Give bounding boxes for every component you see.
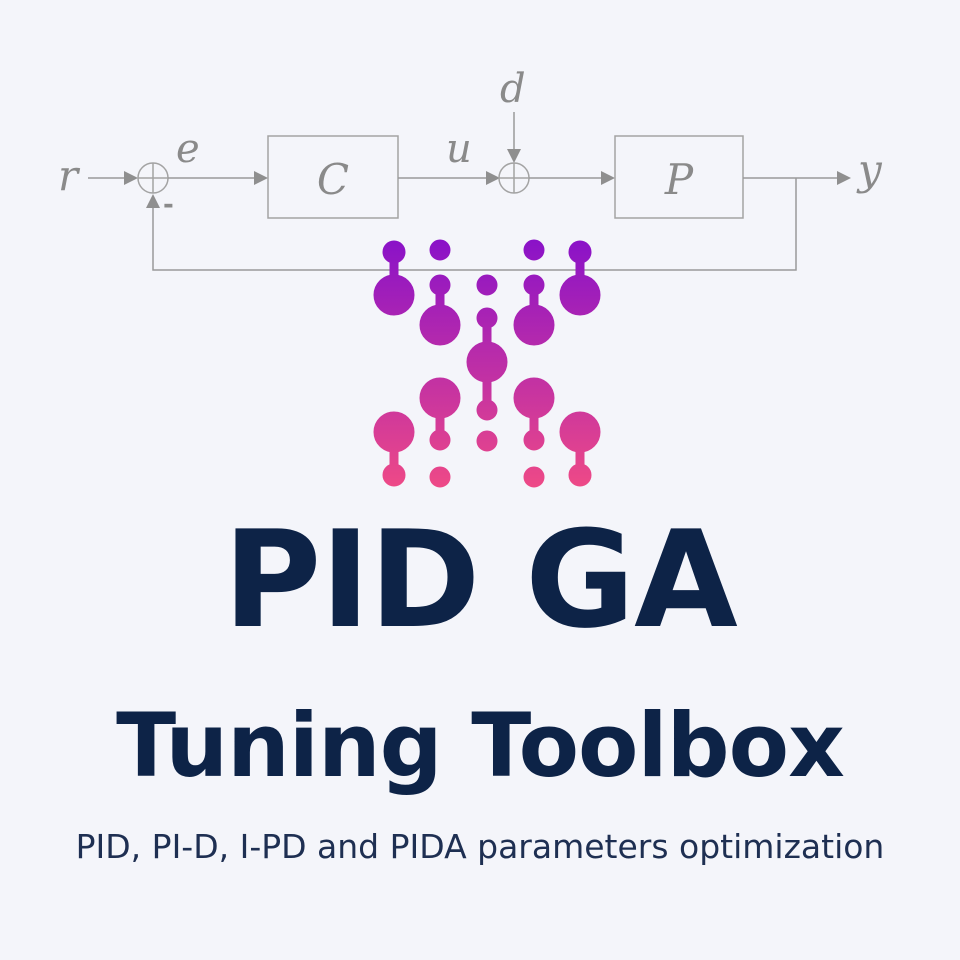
- signal-r-label: r: [58, 151, 79, 200]
- signal-y-label: y: [858, 145, 882, 194]
- arrow-disturbance: [507, 149, 521, 163]
- signal-u-label: u: [446, 126, 472, 172]
- page-title: PID GA: [223, 502, 737, 658]
- plant-label: P: [664, 155, 694, 204]
- arrow-feedback: [146, 194, 160, 208]
- page-subtitle: Tuning Toolbox: [116, 694, 844, 797]
- arrow-into-controller: [254, 171, 268, 185]
- tagline: PID, PI-D, I-PD and PIDA parameters optimization: [75, 827, 885, 866]
- controller-label: C: [316, 155, 350, 204]
- arrow-output: [837, 171, 851, 185]
- signal-e-label: e: [176, 126, 200, 172]
- signal-d-label: d: [500, 66, 526, 112]
- droplet-grid-logo-icon: [374, 240, 600, 487]
- arrow-into-plant: [601, 171, 615, 185]
- arrow-into-sum-1: [124, 171, 138, 185]
- minus-sign: -: [163, 190, 174, 220]
- feedback-path: [153, 178, 796, 270]
- arrow-into-sum-2: [486, 171, 500, 185]
